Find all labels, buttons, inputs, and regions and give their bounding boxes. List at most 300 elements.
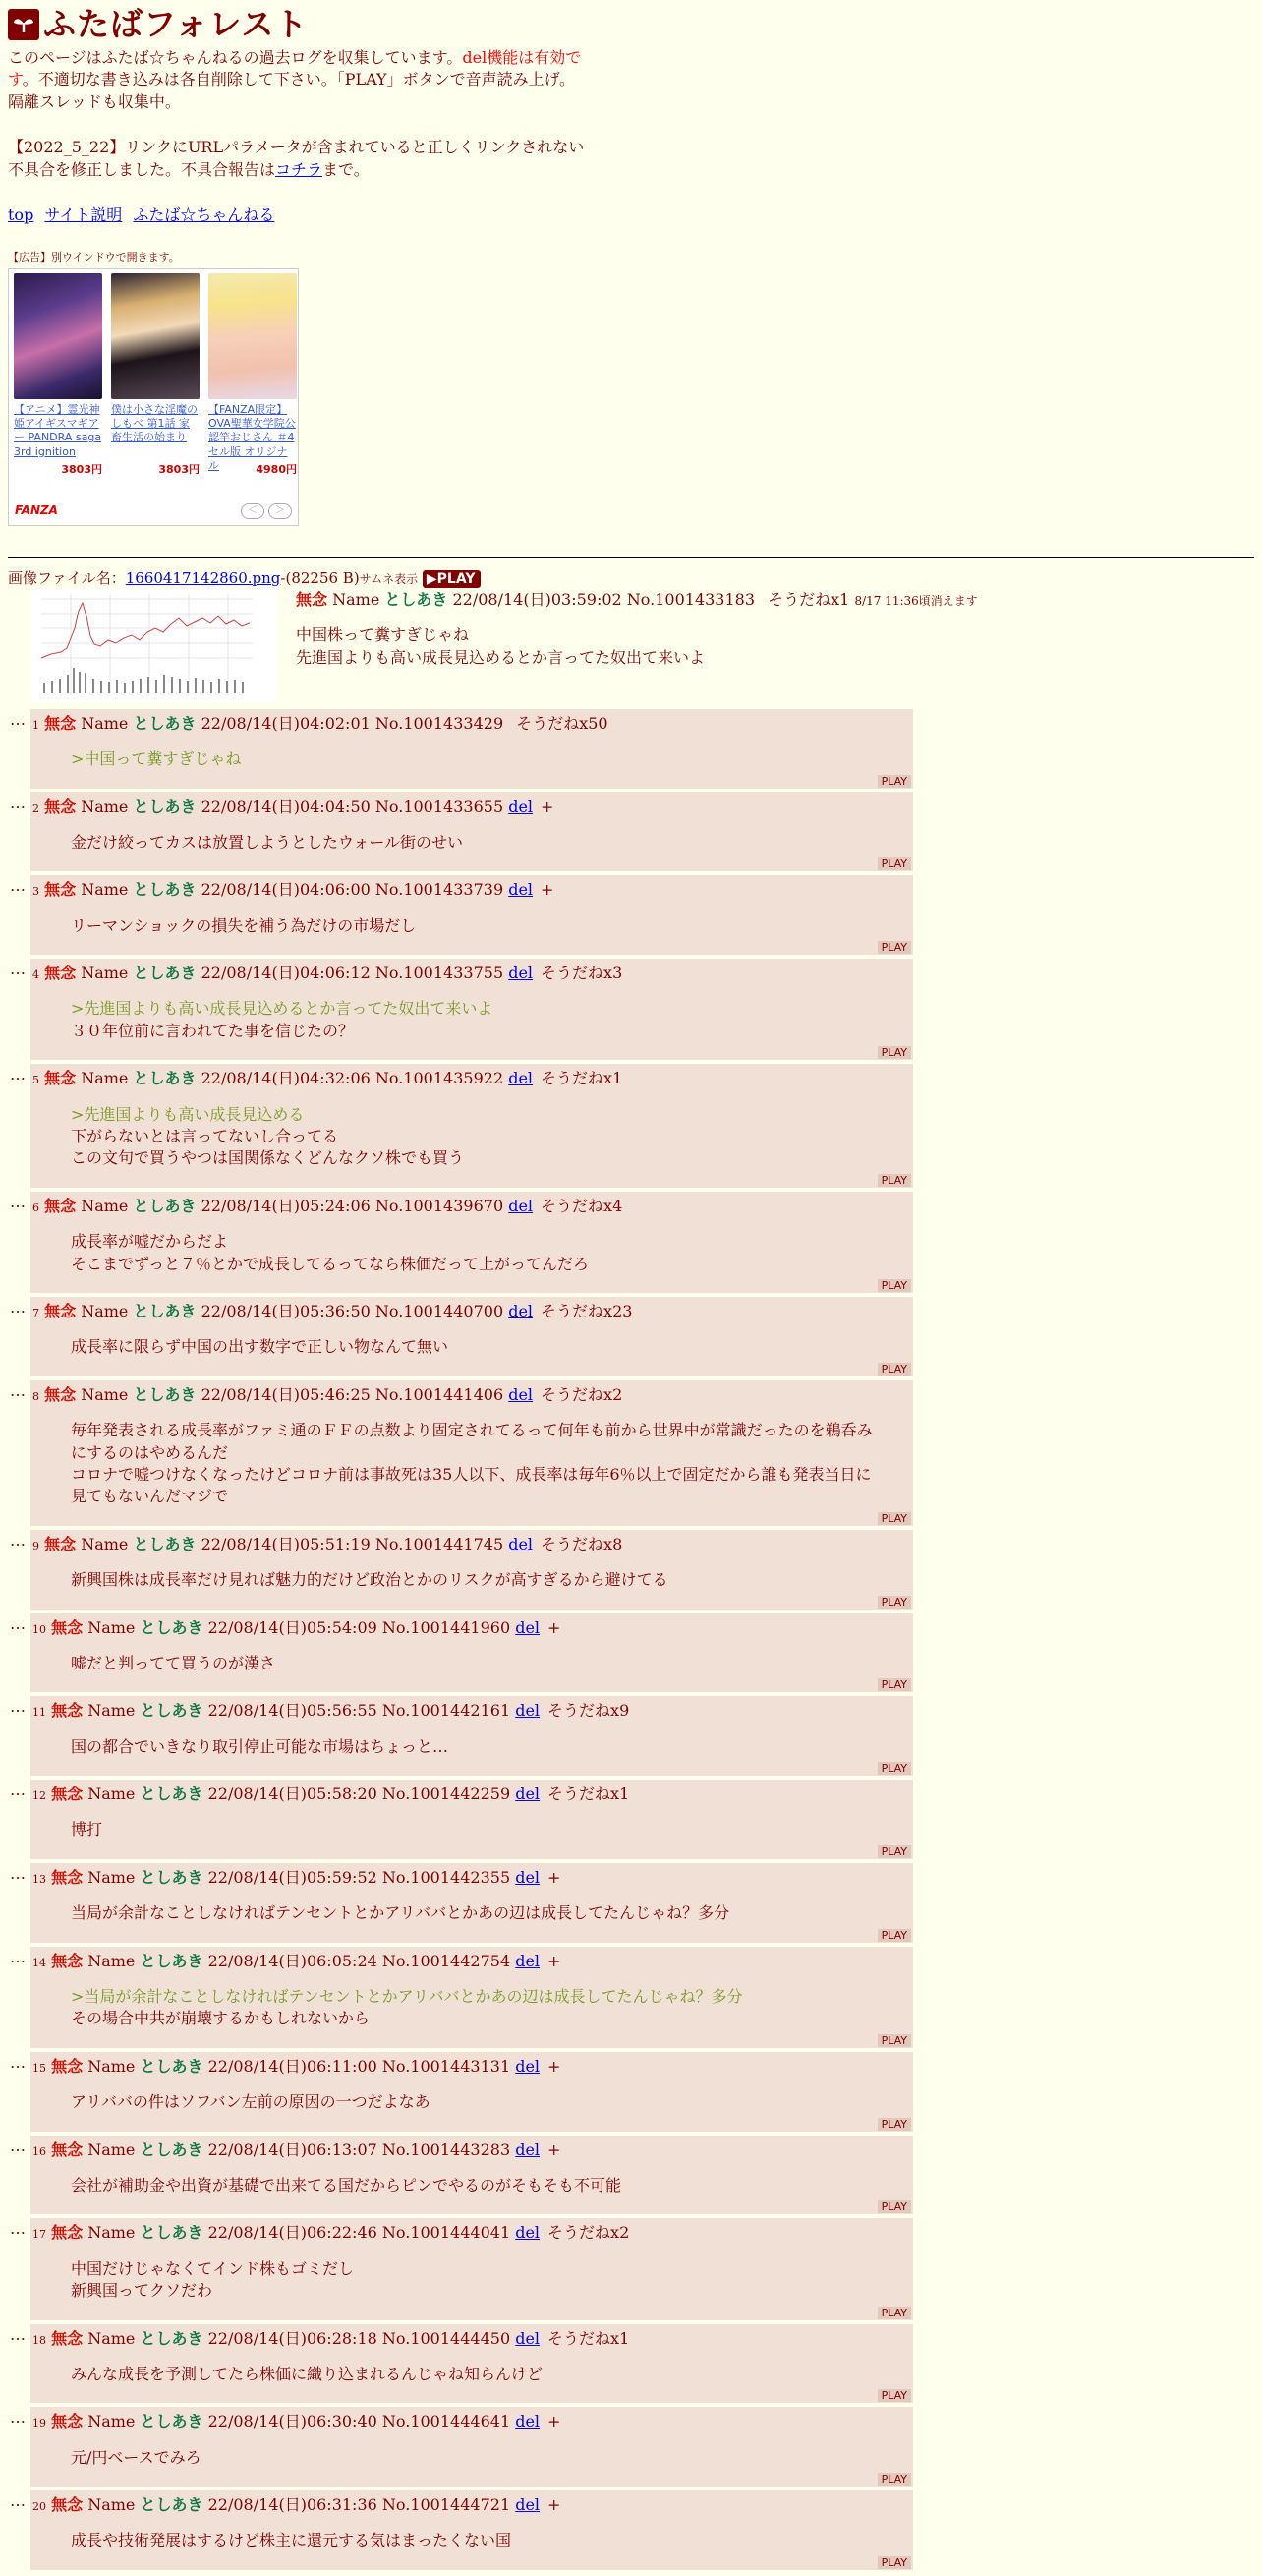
reply-name-label: Name — [81, 796, 129, 816]
op-play-button[interactable] — [423, 570, 482, 588]
reply-subject: 無念 — [51, 2495, 84, 2515]
reply-header — [32, 963, 913, 984]
reply-row — [8, 1613, 1254, 1693]
reply-sodane-button[interactable]: そうだねx2 — [541, 1384, 623, 1404]
reply-del-link[interactable]: del — [515, 2223, 541, 2243]
nav-futaba-link[interactable]: ふたば☆ちゃんねる — [133, 205, 275, 224]
reply-message-line: 新興国株は成長率だけ見れば魅力的だけど政治とかのリスクが高すぎるから避けてる — [71, 1570, 668, 1590]
reply-post — [30, 1696, 913, 1776]
reply-del-link[interactable]: del — [515, 1701, 541, 1721]
reply-subject: 無念 — [44, 880, 77, 900]
reply-dots: … — [10, 1947, 26, 1966]
reply-header — [32, 2056, 913, 2078]
reply-number: 13 — [32, 1872, 46, 1886]
reply-sodane-button[interactable]: そうだねx8 — [541, 1534, 623, 1553]
reply-message — [71, 1903, 877, 1942]
reply-del-link[interactable]: del — [508, 964, 534, 983]
reply-name-label: Name — [87, 1867, 136, 1887]
reply-message — [71, 1819, 877, 1858]
reply-dots: … — [10, 2052, 26, 2072]
ad-caption[interactable]: 【FANZA限定】OVA聖華女学院公認竿おじさん ＃4 セル版 オリジナル — [208, 402, 296, 472]
reply-del-link[interactable]: del — [515, 1867, 541, 1887]
reply-subject: 無念 — [51, 2223, 84, 2243]
reply-header — [32, 879, 913, 901]
reply-message-line: みんな成長を予測してたら株価に織り込まれるんじゃね知らんけど — [71, 2364, 544, 2383]
reply-message — [71, 2175, 877, 2214]
op-message-line: 先進国よりも高い成長見込めるとか言ってた奴出て来いよ — [296, 647, 706, 667]
op-sodane-button[interactable]: そうだねx1 — [768, 589, 850, 609]
reply-name: としあき — [140, 2412, 203, 2431]
reply-name-label: Name — [87, 2412, 136, 2431]
reply-header — [32, 796, 913, 818]
reply-message — [71, 748, 877, 788]
reply-name-label: Name — [81, 1384, 129, 1404]
reply-post — [30, 1613, 913, 1693]
reply-del-link[interactable]: del — [515, 1951, 541, 1970]
reply-sodane-button[interactable]: そうだねx9 — [547, 1701, 630, 1721]
file-size: -(82256 B) — [280, 568, 360, 587]
reply-list — [8, 709, 1254, 2570]
reply-sodane-button[interactable]: + — [541, 880, 554, 900]
reply-number: 11 — [32, 1706, 46, 1720]
ad-price: 4980円 — [256, 462, 297, 476]
reply-name: としあき — [133, 1069, 197, 1088]
site-title[interactable]: ふたばフォレスト — [43, 4, 309, 43]
reply-number: 8 — [32, 1389, 39, 1403]
reply-play-button[interactable]: PLAY — [878, 1363, 911, 1376]
reply-dots: … — [10, 2408, 26, 2428]
reply-post — [30, 2407, 913, 2487]
reply-name: としあき — [133, 1196, 197, 1215]
reply-del-link[interactable]: del — [515, 2328, 541, 2348]
reply-del-link[interactable]: del — [508, 1384, 534, 1404]
ad-image[interactable] — [14, 273, 102, 399]
reply-name: としあき — [140, 2139, 203, 2159]
op-post — [8, 589, 1254, 705]
reply-dots: … — [10, 2491, 26, 2511]
reply-subject: 無念 — [51, 2328, 84, 2348]
reply-sodane-button[interactable]: + — [547, 1867, 561, 1887]
site-logo-icon[interactable] — [8, 9, 39, 40]
reply-subject: 無念 — [44, 1301, 77, 1320]
reply-subject: 無念 — [44, 713, 77, 732]
report-link[interactable]: コチラ — [275, 159, 323, 179]
reply-name: としあき — [140, 2223, 203, 2243]
reply-post — [30, 792, 913, 872]
reply-post — [30, 1947, 913, 2048]
reply-sodane-button[interactable]: そうだねx2 — [547, 2223, 630, 2243]
reply-name-label: Name — [81, 1196, 129, 1215]
reply-del-link[interactable]: del — [508, 1301, 534, 1320]
reply-message-line: 会社が補助金や出資が基礎で出来てる国だからピンでやるのがそもそも不可能 — [71, 2175, 622, 2195]
file-link[interactable]: 1660417142860.png — [125, 568, 281, 587]
reply-sodane-button[interactable]: そうだねx50 — [516, 713, 608, 732]
op-play-label: PLAY — [436, 570, 476, 587]
reply-subject: 無念 — [51, 1951, 84, 1970]
reply-play-button[interactable]: PLAY — [878, 1279, 911, 1292]
reply-play-button[interactable]: PLAY — [878, 1046, 911, 1059]
reply-header — [32, 2328, 913, 2350]
ad-prev-button[interactable]: ＜ — [241, 503, 264, 519]
reply-dots: … — [10, 2324, 26, 2344]
reply-datetime: 22/08/14(日)04:32:06 No.1001435922 — [201, 1069, 504, 1088]
reply-number: 5 — [32, 1074, 39, 1087]
reply-datetime: 22/08/14(日)04:06:00 No.1001433739 — [201, 880, 504, 900]
intro-text-2: 。不適切な書き込みは各自削除して下さい。「PLAY」ボタンで音声読み上げ。隔離スレッドも収集中。 — [8, 70, 575, 111]
reply-number: 1 — [32, 718, 39, 732]
reply-message-line: 下がらないとは言ってないし合ってる — [71, 1127, 339, 1146]
reply-sodane-button[interactable]: + — [547, 2139, 561, 2159]
reply-play-button[interactable]: PLAY — [878, 1512, 911, 1525]
reply-message — [71, 2091, 877, 2131]
reply-row — [8, 792, 1254, 872]
reply-sodane-button[interactable]: そうだねx1 — [547, 2328, 630, 2348]
reply-datetime: 22/08/14(日)05:56:55 No.1001442161 — [207, 1701, 511, 1721]
op-subject: 無念 — [296, 589, 328, 609]
reply-quote-line: >先進国よりも高い成長見込める — [71, 1104, 305, 1124]
reply-play-button[interactable]: PLAY — [878, 1762, 911, 1775]
reply-header — [32, 2494, 913, 2516]
reply-quote-line: >中国って糞すぎじゃね — [71, 749, 242, 769]
reply-del-link[interactable]: del — [515, 1617, 541, 1637]
reply-datetime: 22/08/14(日)05:59:52 No.1001442355 — [207, 1867, 511, 1887]
reply-sodane-button[interactable]: そうだねx1 — [541, 1069, 623, 1088]
reply-name-label: Name — [81, 1069, 129, 1088]
reply-play-button[interactable]: PLAY — [878, 2034, 911, 2047]
nav-about-link[interactable]: サイト説明 — [44, 205, 123, 224]
reply-number: 10 — [32, 1622, 46, 1636]
reply-message — [71, 2258, 877, 2320]
reply-del-link[interactable]: del — [515, 2139, 541, 2159]
reply-datetime: 22/08/14(日)05:24:06 No.1001439670 — [201, 1196, 504, 1215]
reply-number: 9 — [32, 1539, 39, 1552]
reply-header — [32, 1384, 913, 1406]
reply-play-button[interactable]: PLAY — [878, 2200, 911, 2213]
reply-message-line: リーマンショックの損失を補う為だけの市場だし — [71, 915, 417, 935]
reply-message — [71, 2364, 877, 2403]
reply-header — [32, 1196, 913, 1217]
reply-datetime: 22/08/14(日)06:05:24 No.1001442754 — [207, 1951, 511, 1970]
reply-play-button[interactable]: PLAY — [878, 1596, 911, 1609]
reply-play-button[interactable]: PLAY — [878, 2118, 911, 2131]
reply-message-line: 元/円ベースでみろ — [71, 2447, 201, 2467]
ad-image[interactable] — [111, 273, 200, 399]
reply-number: 18 — [32, 2333, 46, 2347]
op-body — [296, 589, 978, 669]
ad-caption[interactable]: 僕は小さな淫魔のしもべ 第1話 家畜生活の始まり — [111, 402, 198, 444]
ad-item[interactable] — [111, 273, 200, 477]
reply-name-label: Name — [81, 880, 129, 900]
op-expire: 8/17 11:36頃消えます — [854, 593, 978, 608]
reply-play-button[interactable]: PLAY — [878, 2556, 911, 2569]
reply-dots: … — [10, 792, 26, 812]
nav-links — [8, 205, 1254, 226]
reply-datetime: 22/08/14(日)04:02:01 No.1001433429 — [201, 713, 504, 732]
reply-header — [32, 2411, 913, 2432]
reply-row — [8, 2324, 1254, 2404]
reply-name: としあき — [140, 1951, 203, 1970]
reply-dots: … — [10, 1192, 26, 1211]
reply-del-link[interactable]: del — [515, 2056, 541, 2076]
reply-name: としあき — [140, 1701, 203, 1721]
reply-header — [32, 1068, 913, 1089]
reply-sodane-button[interactable]: + — [547, 1951, 561, 1970]
reply-row — [8, 1696, 1254, 1776]
reply-name-label: Name — [87, 2056, 136, 2076]
reply-del-link[interactable]: del — [508, 1069, 534, 1088]
reply-name-label: Name — [87, 1785, 136, 1804]
reply-play-button[interactable]: PLAY — [878, 775, 911, 788]
reply-post — [30, 1863, 913, 1943]
file-label: 画像ファイル名： — [8, 568, 126, 587]
reply-datetime: 22/08/14(日)06:30:40 No.1001444641 — [207, 2412, 511, 2431]
reply-number: 6 — [32, 1200, 39, 1214]
reply-name: としあき — [140, 2328, 203, 2348]
reply-message — [71, 2447, 877, 2487]
reply-post — [30, 2052, 913, 2132]
reply-play-button[interactable]: PLAY — [878, 2307, 911, 2319]
reply-number: 4 — [32, 968, 39, 982]
reply-message-line: 博打 — [71, 1820, 103, 1840]
op-datetime: 22/08/14(日)03:59:02 No.1001433183 — [452, 589, 756, 609]
reply-datetime: 22/08/14(日)04:04:50 No.1001433655 — [201, 796, 504, 816]
reply-name: としあき — [133, 1384, 197, 1404]
reply-row — [8, 2136, 1254, 2215]
reply-dots: … — [10, 1781, 26, 1800]
reply-post — [30, 2490, 913, 2570]
reply-name: としあき — [133, 880, 197, 900]
reply-post — [30, 2218, 913, 2319]
reply-del-link[interactable]: del — [515, 1785, 541, 1804]
reply-name: としあき — [140, 1867, 203, 1887]
reply-play-button[interactable]: PLAY — [878, 2389, 911, 2402]
reply-subject: 無念 — [51, 2139, 84, 2159]
reply-subject: 無念 — [44, 796, 77, 816]
reply-name-label: Name — [87, 2139, 136, 2159]
reply-message — [71, 1736, 877, 1776]
reply-datetime: 22/08/14(日)06:31:36 No.1001444721 — [207, 2495, 511, 2515]
reply-subject: 無念 — [44, 1196, 77, 1215]
del-enabled-text: del機能は有効です — [8, 48, 582, 89]
op-message — [296, 624, 978, 669]
reply-row — [8, 1780, 1254, 1859]
reply-message-line: そこまでずっと７％とかで成長してるってなら株価だって上がってんだろ — [71, 1254, 590, 1273]
reply-row — [8, 709, 1254, 789]
reply-dots: … — [10, 876, 26, 896]
reply-row — [8, 1192, 1254, 1293]
reply-message — [71, 998, 877, 1060]
reply-message-line: その場合中共が崩壊するかもしれないから — [71, 2009, 371, 2028]
reply-dots: … — [10, 1697, 26, 1717]
divider — [8, 557, 1254, 558]
reply-name-label: Name — [87, 2223, 136, 2243]
ad-image[interactable] — [208, 273, 297, 399]
reply-name-label: Name — [81, 964, 129, 983]
reply-dots: … — [10, 1530, 26, 1550]
reply-message-line: ３０年位前に言われてた事を信じたの？ — [71, 1021, 355, 1040]
reply-datetime: 22/08/14(日)05:36:50 No.1001440700 — [201, 1301, 504, 1320]
reply-datetime: 22/08/14(日)06:22:46 No.1001444041 — [207, 2223, 511, 2243]
reply-message-line: 国の都合でいきなり取引停止可能な市場はちょっと… — [71, 1736, 449, 1756]
reply-del-link[interactable]: del — [515, 2412, 541, 2431]
reply-sodane-button[interactable]: そうだねx23 — [541, 1301, 633, 1320]
reply-header — [32, 713, 913, 734]
ad-item[interactable] — [14, 273, 102, 477]
ad-caption[interactable]: 【アニメ】霊光神姫アイギスマギアー PANDRA saga 3rd ignition — [14, 402, 102, 458]
play-icon: ▶ — [426, 570, 437, 587]
reply-sodane-button[interactable]: そうだねx4 — [541, 1196, 623, 1215]
reply-play-button[interactable]: PLAY — [878, 1678, 911, 1691]
reply-dots: … — [10, 2136, 26, 2155]
reply-message-line: コロナで嘘つけなくなったけどコロナ前は事故死は35人以下、成長率は毎年6％以上で固定だから誰も発表当日に見てもないんだマジで — [71, 1464, 872, 1506]
op-thumbnail[interactable] — [31, 589, 277, 702]
reply-datetime: 22/08/14(日)06:13:07 No.1001443283 — [207, 2139, 511, 2159]
reply-message — [71, 915, 877, 955]
reply-datetime: 22/08/14(日)05:58:20 No.1001442259 — [207, 1785, 511, 1804]
reply-row — [8, 959, 1254, 1060]
site-header — [8, 6, 1254, 43]
ad-price: 3803円 — [158, 462, 200, 476]
reply-sodane-button[interactable]: + — [541, 796, 554, 816]
nav-top-link[interactable]: top — [8, 205, 34, 224]
reply-name: としあき — [133, 1301, 197, 1320]
reply-dots: … — [10, 1065, 26, 1084]
reply-post — [30, 875, 913, 955]
reply-quote-line: >当局が余計なことしなければテンセントとかアリババとかあの辺は成長してたんじゃね？多分 — [71, 1987, 743, 2007]
reply-message — [71, 1231, 877, 1293]
thumb-display-label[interactable]: サムネ表示 — [359, 571, 419, 586]
reply-sodane-button[interactable]: + — [547, 2056, 561, 2076]
reply-subject: 無念 — [44, 1384, 77, 1404]
reply-message — [71, 832, 877, 871]
reply-datetime: 22/08/14(日)06:28:18 No.1001444450 — [207, 2328, 511, 2348]
reply-subject: 無念 — [51, 1867, 84, 1887]
reply-name: としあき — [140, 2056, 203, 2076]
reply-datetime: 22/08/14(日)04:06:12 No.1001433755 — [201, 964, 504, 983]
ad-note: 【広告】別ウインドウで開きます。 — [8, 251, 180, 264]
reply-dots: … — [10, 960, 26, 979]
ad-item[interactable] — [208, 273, 297, 477]
reply-del-link[interactable]: del — [508, 1534, 534, 1553]
reply-message-line: アリババの件はソフバン左前の原因の一つだよなあ — [71, 2092, 430, 2112]
reply-name: としあき — [133, 1534, 197, 1553]
reply-post — [30, 959, 913, 1060]
reply-row — [8, 1380, 1254, 1526]
reply-sodane-button[interactable]: + — [547, 2412, 561, 2431]
notice-text-2: まで。 — [322, 159, 370, 179]
reply-name-label: Name — [81, 1301, 129, 1320]
reply-message-line: 金だけ絞ってカスは放置しようとしたウォール街のせい — [71, 832, 464, 851]
reply-row — [8, 1064, 1254, 1188]
reply-post — [30, 709, 913, 789]
reply-row — [8, 2490, 1254, 2570]
reply-play-button[interactable]: PLAY — [878, 857, 911, 870]
reply-number: 2 — [32, 801, 39, 815]
reply-header — [32, 1784, 913, 1805]
reply-dots: … — [10, 1863, 26, 1883]
reply-row — [8, 2052, 1254, 2132]
reply-header — [32, 1867, 913, 1889]
reply-message — [71, 1653, 877, 1692]
reply-message — [71, 1420, 877, 1526]
reply-play-button[interactable]: PLAY — [878, 1845, 911, 1858]
reply-number: 17 — [32, 2228, 46, 2242]
reply-post — [30, 2324, 913, 2404]
reply-dots: … — [10, 2219, 26, 2239]
reply-quote-line: >先進国よりも高い成長見込めるとか言ってた奴出て来いよ — [71, 999, 493, 1019]
reply-row — [8, 1297, 1254, 1376]
reply-del-link[interactable]: del — [515, 2495, 541, 2515]
reply-name-label: Name — [87, 2495, 136, 2515]
reply-message-line: 毎年発表される成長率がファミ通のＦＦの点数より固定されてるって何年も前から世界中が常識だったのを鵜呑みにするのはやめるんだ — [71, 1421, 873, 1462]
ad-banner — [8, 268, 299, 526]
ad-next-button[interactable]: ＞ — [268, 503, 292, 519]
reply-del-link[interactable]: del — [508, 1196, 534, 1215]
reply-message — [71, 1336, 877, 1376]
reply-name-label: Name — [87, 1617, 136, 1637]
reply-play-button[interactable]: PLAY — [878, 1174, 911, 1187]
reply-number: 19 — [32, 2417, 46, 2430]
reply-message-line: この文句で買うやつは国関係なくどんなクソ株でも買う — [71, 1148, 465, 1168]
fanza-logo[interactable]: FANZA — [15, 502, 58, 517]
reply-message-line: 成長率に限らず中国の出す数字で正しい物なんて無い — [71, 1337, 449, 1357]
bugfix-notice — [8, 137, 588, 181]
reply-row — [8, 1863, 1254, 1943]
reply-subject: 無念 — [51, 2412, 84, 2431]
reply-sodane-button[interactable]: + — [547, 2495, 561, 2515]
reply-datetime: 22/08/14(日)05:54:09 No.1001441960 — [207, 1617, 511, 1637]
reply-del-link[interactable]: del — [508, 796, 534, 816]
reply-header — [32, 2139, 913, 2161]
reply-name: としあき — [140, 1617, 203, 1637]
reply-sodane-button[interactable]: + — [547, 1617, 561, 1637]
reply-name: としあき — [140, 2495, 203, 2515]
reply-play-button[interactable]: PLAY — [878, 941, 911, 954]
reply-sodane-button[interactable]: そうだねx1 — [547, 1785, 630, 1804]
reply-name: としあき — [140, 1785, 203, 1804]
reply-header — [32, 1534, 913, 1555]
ad-price: 3803円 — [61, 462, 102, 476]
reply-row — [8, 2407, 1254, 2487]
reply-header — [32, 2222, 913, 2244]
intro-text: このページはふたば☆ちゃんねるの過去ログを収集しています。 — [8, 48, 463, 67]
reply-message — [71, 1986, 877, 2048]
reply-dots: … — [10, 709, 26, 729]
reply-post — [30, 1192, 913, 1293]
reply-post — [30, 2136, 913, 2215]
reply-subject: 無念 — [51, 1617, 84, 1637]
reply-subject: 無念 — [51, 2056, 84, 2076]
reply-dots: … — [10, 1297, 26, 1317]
reply-message-line: 中国だけじゃなくてインド株もゴミだし — [71, 2258, 355, 2278]
reply-post — [30, 1297, 913, 1376]
reply-name-label: Name — [87, 2328, 136, 2348]
reply-number: 12 — [32, 1789, 46, 1803]
reply-del-link[interactable]: del — [508, 880, 534, 900]
reply-subject: 無念 — [44, 1534, 77, 1553]
reply-play-button[interactable]: PLAY — [878, 2473, 911, 2486]
reply-play-button[interactable]: PLAY — [878, 1929, 911, 1942]
notice-text: 【2022_5_22】リンクにURLパラメータが含まれていると正しくリンクされない不具合を修正しました。不具合報告は — [8, 138, 585, 179]
reply-sodane-button[interactable]: そうだねx3 — [541, 964, 623, 983]
reply-message-line: 新興国ってクソだわ — [71, 2281, 213, 2301]
op-name-label: Name — [332, 589, 380, 609]
reply-post — [30, 1064, 913, 1188]
op-name: としあき — [384, 589, 448, 609]
reply-dots: … — [10, 1613, 26, 1633]
reply-subject: 無念 — [44, 964, 77, 983]
reply-post — [30, 1380, 913, 1526]
